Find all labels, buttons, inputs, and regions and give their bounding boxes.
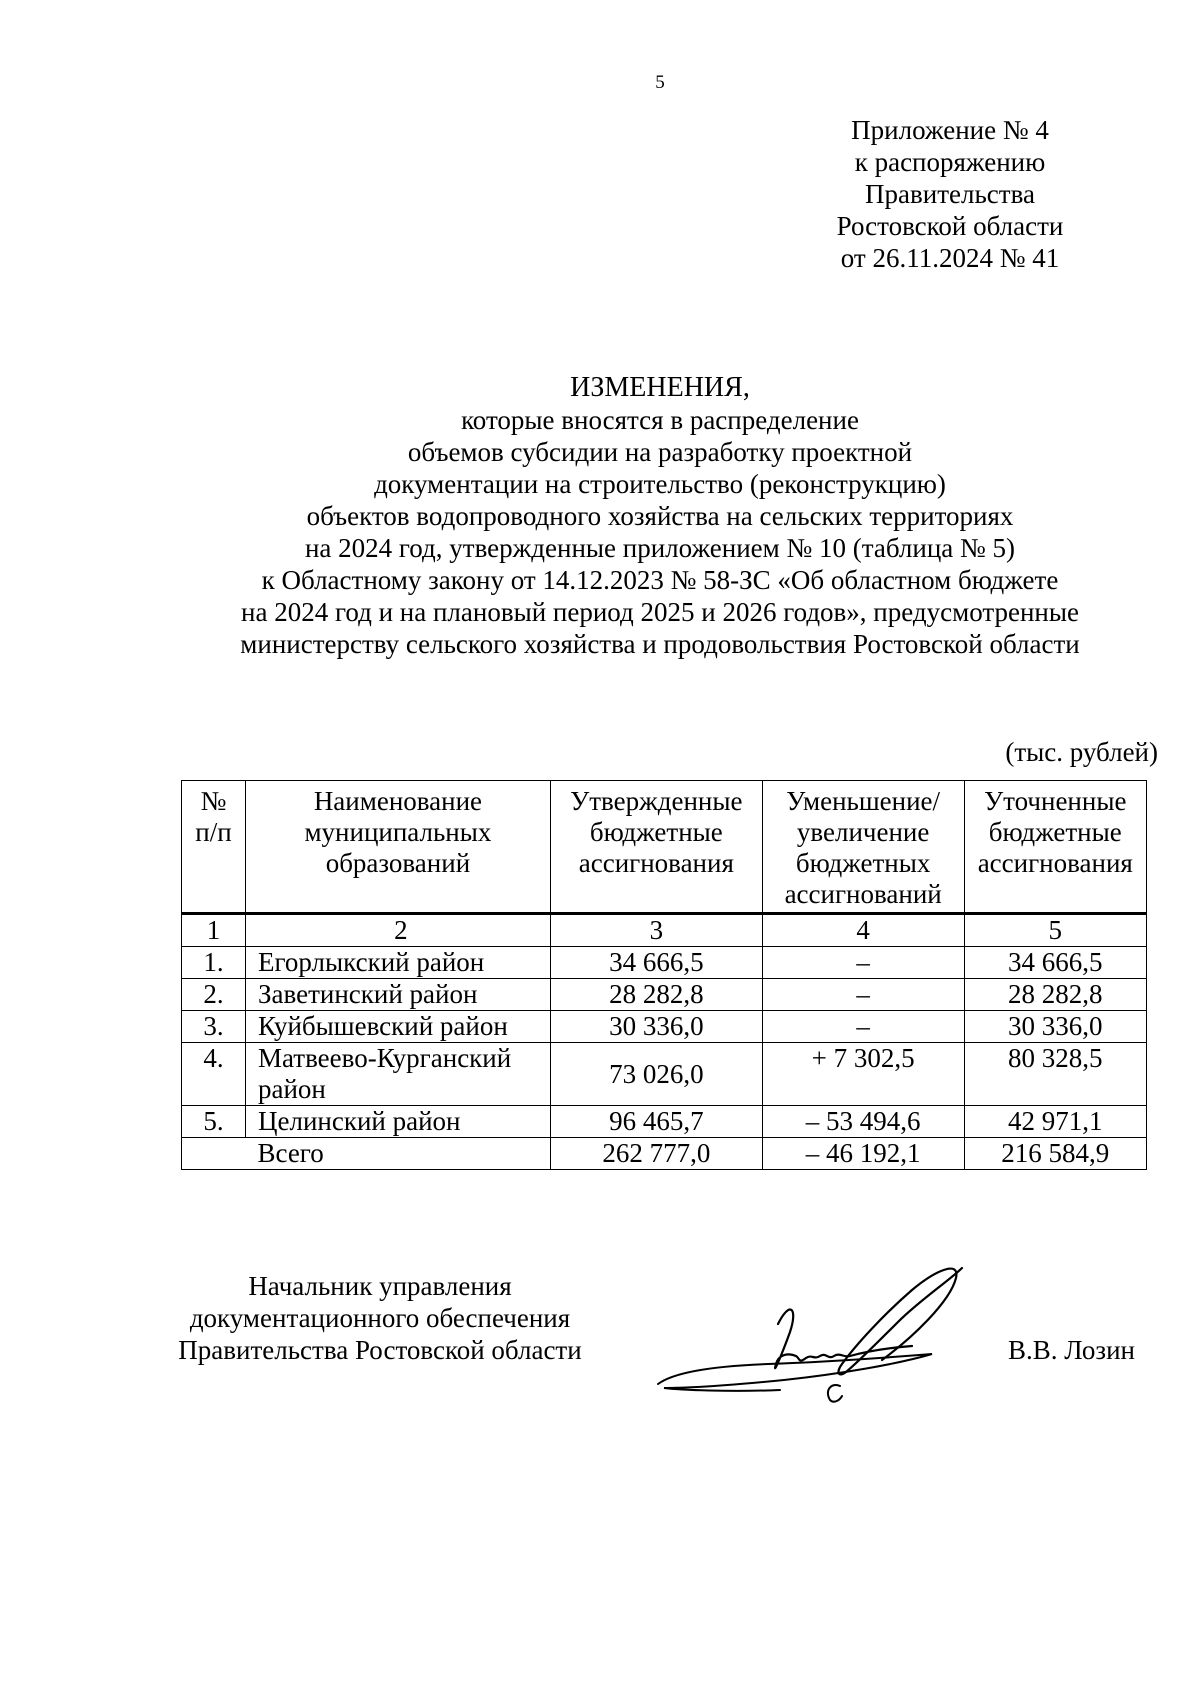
refined-value: 28 282,8 [964, 979, 1146, 1011]
refined-value: 42 971,1 [964, 1106, 1146, 1138]
title-line: на 2024 год и на плановый период 2025 и 2026 годов», предусмотренные [241, 597, 1079, 627]
change-value: – 53 494,6 [762, 1106, 964, 1138]
column-number: 4 [762, 914, 964, 947]
row-number: 3. [182, 1011, 246, 1043]
change-value: – [762, 979, 964, 1011]
row-number: 4. [182, 1043, 246, 1106]
table-row [182, 1043, 1147, 1106]
title-line: документации на строительство (реконструкцию) [374, 469, 946, 499]
refined-value: 34 666,5 [964, 947, 1146, 979]
change-value: – [762, 947, 964, 979]
approved-value: 30 336,0 [550, 1011, 762, 1043]
budget-table [181, 780, 1147, 1170]
approved-value: 28 282,8 [550, 979, 762, 1011]
document-title [120, 372, 1200, 660]
change-value: – [762, 1011, 964, 1043]
header-change: Уменьшение/ увеличение бюджетных ассигнований [762, 781, 964, 914]
position-line: Начальник управления [248, 1271, 512, 1301]
title-line: к Областному закону от 14.12.2023 № 58-ЗС «Об областном бюджете [261, 565, 1059, 595]
units-label: (тыс. рублей) [1005, 737, 1158, 767]
row-number: 5. [182, 1106, 246, 1138]
position-line: Правительства Ростовской области [178, 1335, 582, 1365]
title-line: объектов водопроводного хозяйства на сельских территориях [306, 501, 1014, 531]
table-header-row [182, 781, 1147, 914]
refined-value: 30 336,0 [964, 1011, 1146, 1043]
municipality-name: Заветинский район [246, 979, 551, 1011]
header-municipality: Наименование муниципальных образований [246, 781, 551, 914]
header-number: № п/п [182, 781, 246, 914]
signer-name: В.В. Лозин [1008, 1335, 1135, 1365]
municipality-name: Егорлыкский район [246, 947, 551, 979]
appendix-line: Ростовской области [836, 211, 1064, 241]
title-line: объемов субсидии на разработку проектной [407, 437, 913, 467]
total-change: – 46 192,1 [762, 1138, 964, 1170]
title-line: которые вносятся в распределение [461, 405, 859, 435]
title-line: на 2024 год, утвержденные приложением № 10 (таблица № 5) [304, 533, 1016, 563]
approved-value: 34 666,5 [550, 947, 762, 979]
approved-value: 73 026,0 [550, 1043, 762, 1106]
column-number: 2 [246, 914, 551, 947]
table-row [182, 1106, 1147, 1138]
approved-value: 96 465,7 [550, 1106, 762, 1138]
row-number: 2. [182, 979, 246, 1011]
appendix-line: Правительства [865, 179, 1035, 209]
column-numbers-row [182, 914, 1147, 947]
signatory-position [160, 1270, 600, 1366]
column-number: 1 [182, 914, 246, 947]
table-row [182, 979, 1147, 1011]
municipality-name: Целинский район [246, 1106, 551, 1138]
municipality-name: Матвеево-Курганский район [246, 1043, 551, 1106]
appendix-line: к распоряжению [854, 147, 1046, 177]
total-label: Всего [246, 1138, 551, 1170]
page-number: 5 [655, 72, 665, 93]
municipality-name: Куйбышевский район [246, 1011, 551, 1043]
total-row [182, 1138, 1147, 1170]
row-number [182, 1138, 246, 1170]
appendix-line: от 26.11.2024 № 41 [840, 243, 1060, 273]
appendix-line: Приложение № 4 [851, 115, 1049, 145]
row-number: 1. [182, 947, 246, 979]
title-heading: ИЗМЕНЕНИЯ, [570, 372, 750, 403]
header-approved: Утвержденные бюджетные ассигнования [550, 781, 762, 914]
header-refined: Уточненные бюджетные ассигнования [964, 781, 1146, 914]
refined-value: 80 328,5 [964, 1043, 1146, 1106]
total-approved: 262 777,0 [550, 1138, 762, 1170]
column-number: 5 [964, 914, 1146, 947]
table-row [182, 1011, 1147, 1043]
table-row [182, 947, 1147, 979]
title-line: министерству сельского хозяйства и продовольствия Ростовской области [240, 629, 1080, 659]
handwritten-signature [650, 1260, 990, 1420]
total-refined: 216 584,9 [964, 1138, 1146, 1170]
change-value: + 7 302,5 [762, 1043, 964, 1106]
column-number: 3 [550, 914, 762, 947]
appendix-reference [800, 114, 1100, 274]
position-line: документационного обеспечения [189, 1303, 571, 1333]
